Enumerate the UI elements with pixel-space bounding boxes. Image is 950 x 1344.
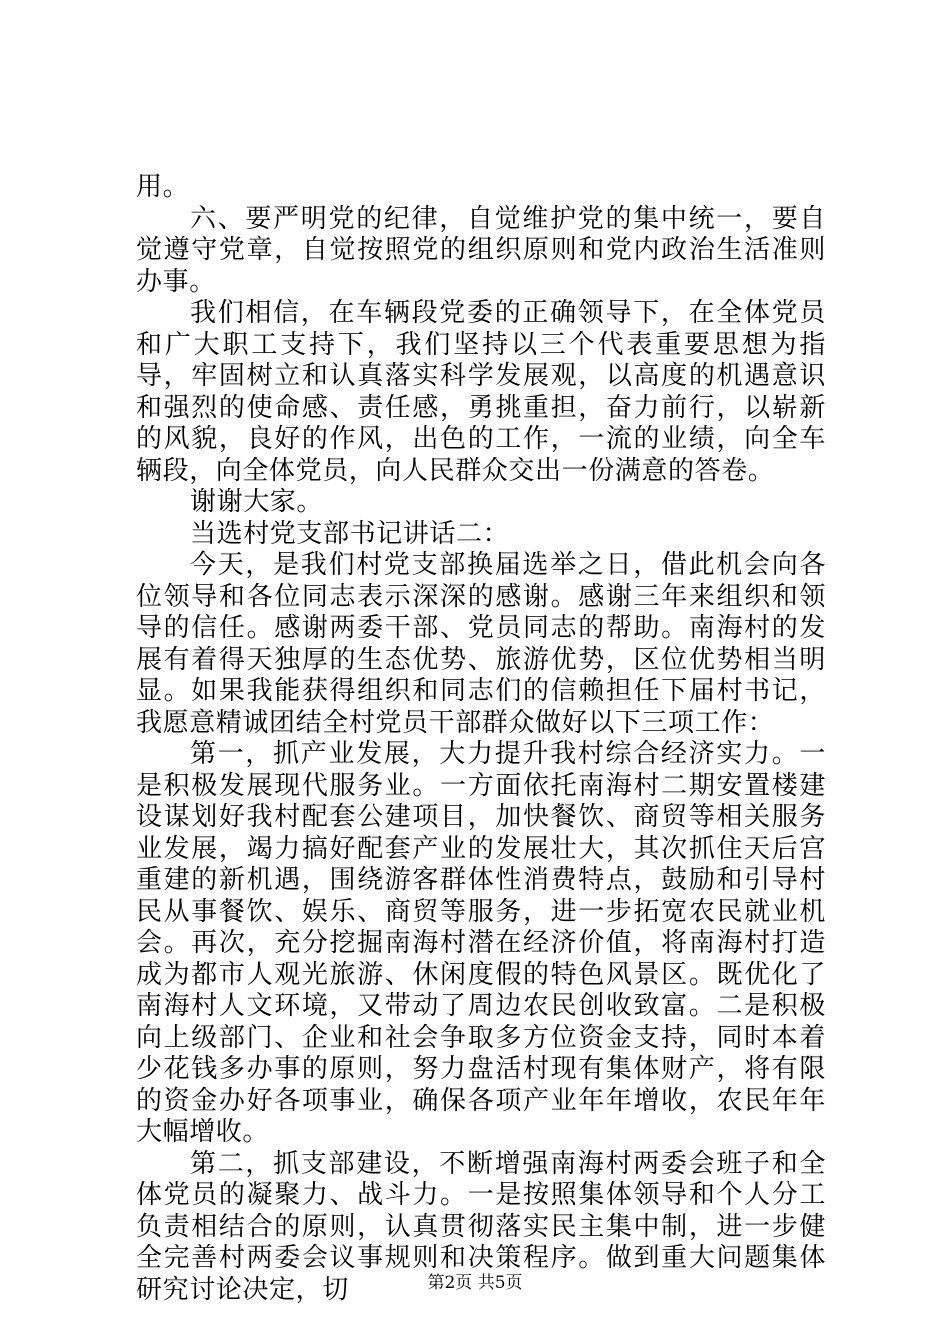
paragraph-industry-development: 第一，抓产业发展，大力提升我村综合经济实力。一是积极发展现代服务业。一方面依托南海村二期安置楼建设谋划好我村配套公建项目，加快餐饮、商贸等相关服务业发展，竭力搞好配套产业的发展壮大，其次抓住天后宫重建的新机遇，围绕游客群体性消费特点，鼓励和引导村民从事餐饮、娱乐、商贸等服务，进一步拓宽农民就业机会。再次，充分挖掘南海村潜在经济价值，将南海村打造成为都市人观光旅游、休闲度假的特色风景区。既优化了南海村人文环境，又带动了周边农民创收致富。二是积极向上级部门、企业和社会争取多方位资金支持，同时本着少花钱多办事的原则，努力盘活村现有集体财产，将有限的资金办好各项事业，确保各项产业年年增收，农民年年大幅增收。 <box>136 739 826 1147</box>
paragraph-continuation: 用。 <box>136 172 190 202</box>
page-total: 共5页 <box>477 1273 523 1293</box>
paragraph-belief: 我们相信，在车辆段党委的正确领导下，在全体党员和广大职工支持下，我们坚持以三个代表重要思想为指导，牢固树立和认真落实科学发展观，以高度的机遇意识和强烈的使命感、责任感，勇挑重担，奋力前行，以崭新的风貌，良好的作风，出色的工作，一流的业绩，向全车辆段，向全体党员，向人民群众交出一份满意的答卷。 <box>136 298 826 486</box>
paragraph-speech-two-heading: 当选村党支部书记讲话二： <box>190 518 510 549</box>
document-body <box>136 172 826 1306</box>
paragraph-speech-intro: 今天，是我们村党支部换届选举之日，借此机会向各位领导和各位同志表示深深的感谢。感谢三年来组织和领导的信任。感谢两委干部、党员同志的帮助。南海村的发展有着得天独厚的生态优势、旅游优势，区位优势相当明显。如果我能获得组织和同志们的信赖担任下届村书记，我愿意精诚团结全村党员干部群众做好以下三项工作： <box>136 550 826 738</box>
page-number: 第2页 <box>427 1273 473 1293</box>
paragraph-thanks: 谢谢大家。 <box>190 487 324 517</box>
page-footer <box>0 1272 950 1294</box>
paragraph-branch-building: 第二，抓支部建设，不断增强南海村两委会班子和全体党员的凝聚力、战斗力。一是按照集体领导和个人分工负责相结合的原则，认真贯彻落实民主集中制，进一步健全完善村两委会议事规则和决策程序。做到重大问题集体研究讨论决定，切 <box>136 1148 826 1305</box>
paragraph-discipline: 六、要严明党的纪律，自觉维护党的集中统一，要自觉遵守党章，自觉按照党的组织原则和党内政治生活准则办事。 <box>136 203 826 297</box>
